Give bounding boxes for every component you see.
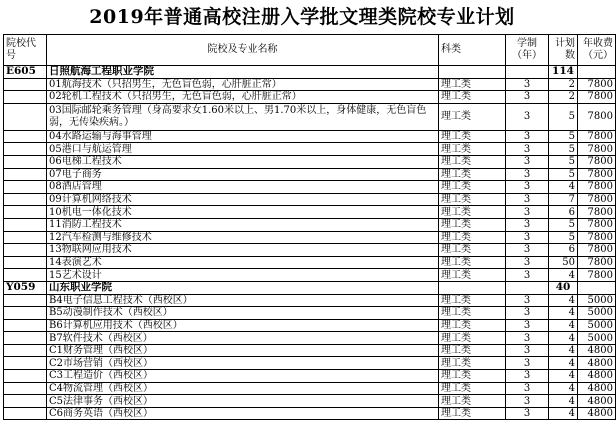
- major-years: 3: [506, 193, 549, 206]
- table-header-row: [4, 35, 616, 66]
- major-code: [4, 319, 47, 332]
- major-years: 3: [506, 130, 549, 143]
- major-subject: 理工类: [439, 294, 506, 307]
- major-plan: 7: [549, 193, 578, 206]
- major-years: 3: [506, 407, 549, 420]
- table-row: [4, 218, 616, 231]
- major-fee: 7800: [578, 244, 616, 257]
- major-years: 3: [506, 155, 549, 168]
- major-plan: 2: [549, 91, 578, 104]
- major-years: 3: [506, 231, 549, 244]
- major-name: C3工程造价（西校区）: [47, 370, 439, 383]
- major-years: 3: [506, 91, 549, 104]
- major-subject: 理工类: [439, 155, 506, 168]
- major-code: [4, 407, 47, 420]
- table-row: [4, 193, 616, 206]
- major-fee: 4800: [578, 344, 616, 357]
- major-subject: 理工类: [439, 130, 506, 143]
- major-fee: 4800: [578, 395, 616, 408]
- major-fee: 7800: [578, 218, 616, 231]
- major-code: [4, 168, 47, 181]
- major-plan: 50: [549, 256, 578, 269]
- table-row: [4, 143, 616, 156]
- major-subject: 理工类: [439, 370, 506, 383]
- major-subject: 理工类: [439, 344, 506, 357]
- major-code: [4, 218, 47, 231]
- major-subject: 理工类: [439, 382, 506, 395]
- major-plan: 5: [549, 168, 578, 181]
- major-fee: 7800: [578, 269, 616, 282]
- major-plan: 4: [549, 407, 578, 420]
- major-code: [4, 155, 47, 168]
- major-code: [4, 244, 47, 257]
- school-years: [506, 281, 549, 294]
- major-code: [4, 231, 47, 244]
- major-code: [4, 91, 47, 104]
- major-name: 08酒店管理: [47, 181, 439, 194]
- major-code: [4, 395, 47, 408]
- school-code: Y059: [4, 281, 47, 294]
- major-plan: 5: [549, 143, 578, 156]
- major-code: [4, 357, 47, 370]
- major-years: 3: [506, 370, 549, 383]
- table-row: [4, 307, 616, 320]
- page-title: 2019年普通高校注册入学批文理类院校专业计划: [89, 6, 515, 28]
- major-code: [4, 78, 47, 91]
- major-code: [4, 206, 47, 219]
- table-row: [4, 91, 616, 104]
- major-years: 3: [506, 103, 549, 130]
- table-row: [4, 294, 616, 307]
- major-plan: 4: [549, 382, 578, 395]
- major-name: B5动漫制作技术（西校区）: [47, 307, 439, 320]
- major-fee: 4800: [578, 357, 616, 370]
- major-plan: 5: [549, 231, 578, 244]
- major-name: 05港口与航运管理: [47, 143, 439, 156]
- header-fee: 年收费（元）: [578, 35, 616, 66]
- major-subject: 理工类: [439, 307, 506, 320]
- major-code: [4, 307, 47, 320]
- school-years: [506, 66, 549, 79]
- school-plan-total: 40: [549, 281, 578, 294]
- major-name: B7软件技术（西校区）: [47, 332, 439, 345]
- major-code: [4, 143, 47, 156]
- major-subject: 理工类: [439, 256, 506, 269]
- major-name: 07电子商务: [47, 168, 439, 181]
- school-name: 山东职业学院: [47, 281, 439, 294]
- major-subject: 理工类: [439, 193, 506, 206]
- major-name: 13物联网应用技术: [47, 244, 439, 257]
- major-name: C5法律事务（西校区）: [47, 395, 439, 408]
- major-fee: 7800: [578, 206, 616, 219]
- major-fee: 4800: [578, 407, 616, 420]
- major-subject: 理工类: [439, 181, 506, 194]
- major-fee: 4800: [578, 382, 616, 395]
- table-body: [4, 66, 616, 420]
- major-plan: 4: [549, 332, 578, 345]
- table-row: [4, 78, 616, 91]
- major-name: 06电梯工程技术: [47, 155, 439, 168]
- major-code: [4, 382, 47, 395]
- major-name: 11消防工程技术: [47, 218, 439, 231]
- major-plan: 4: [549, 307, 578, 320]
- header-years: 学制（年）: [506, 35, 549, 66]
- table-row: [4, 319, 616, 332]
- major-code: [4, 130, 47, 143]
- major-fee: 5000: [578, 294, 616, 307]
- major-plan: 4: [549, 395, 578, 408]
- major-subject: 理工类: [439, 143, 506, 156]
- major-code: [4, 269, 47, 282]
- school-plan-total: 114: [549, 66, 578, 79]
- major-plan: 5: [549, 218, 578, 231]
- major-years: 3: [506, 382, 549, 395]
- major-plan: 4: [549, 294, 578, 307]
- major-fee: 7800: [578, 231, 616, 244]
- major-name: 04水路运输与海事管理: [47, 130, 439, 143]
- major-plan: 4: [549, 181, 578, 194]
- major-name: 10机电一体化技术: [47, 206, 439, 219]
- major-years: 3: [506, 269, 549, 282]
- major-fee: 5000: [578, 332, 616, 345]
- major-subject: 理工类: [439, 395, 506, 408]
- table-row: [4, 155, 616, 168]
- major-code: [4, 193, 47, 206]
- major-subject: 理工类: [439, 357, 506, 370]
- major-years: 3: [506, 319, 549, 332]
- major-subject: 理工类: [439, 103, 506, 130]
- plan-table: [3, 34, 616, 420]
- header-code: 院校代号: [4, 35, 47, 66]
- major-years: 3: [506, 256, 549, 269]
- major-plan: 5: [549, 103, 578, 130]
- major-plan: 4: [549, 269, 578, 282]
- major-fee: 7800: [578, 256, 616, 269]
- major-fee: 7800: [578, 168, 616, 181]
- major-plan: 6: [549, 206, 578, 219]
- major-name: C4物流管理（西校区）: [47, 382, 439, 395]
- major-plan: 4: [549, 344, 578, 357]
- major-years: 3: [506, 357, 549, 370]
- major-name: 15艺术设计: [47, 269, 439, 282]
- major-name: 09计算机网络技术: [47, 193, 439, 206]
- table-row: [4, 231, 616, 244]
- table-row: [4, 395, 616, 408]
- major-code: [4, 294, 47, 307]
- school-fee: [578, 66, 616, 79]
- major-code: [4, 332, 47, 345]
- table-row: [4, 256, 616, 269]
- major-years: 3: [506, 244, 549, 257]
- major-subject: 理工类: [439, 244, 506, 257]
- table-row: [4, 103, 616, 130]
- major-years: 3: [506, 395, 549, 408]
- major-plan: 5: [549, 155, 578, 168]
- major-subject: 理工类: [439, 231, 506, 244]
- major-name: B4电子信息工程技术（西校区）: [47, 294, 439, 307]
- major-name: 03国际邮轮乘务管理（身高要求女1.60米以上、男1.70米以上，身体健康，无色盲色弱，无传染疾病。）: [47, 103, 439, 130]
- major-fee: 7800: [578, 181, 616, 194]
- major-years: 3: [506, 218, 549, 231]
- major-subject: 理工类: [439, 168, 506, 181]
- major-plan: 4: [549, 319, 578, 332]
- table-row: [4, 407, 616, 420]
- major-name: B6计算机应用技术（西校区）: [47, 319, 439, 332]
- major-fee: 7800: [578, 193, 616, 206]
- major-years: 3: [506, 181, 549, 194]
- major-subject: 理工类: [439, 319, 506, 332]
- table-row: [4, 206, 616, 219]
- major-fee: 7800: [578, 143, 616, 156]
- school-fee: [578, 281, 616, 294]
- major-name: 02轮机工程技术（只招男生，无色盲色弱，心肝脏正常）: [47, 91, 439, 104]
- table-row: [4, 181, 616, 194]
- school-subject: [439, 281, 506, 294]
- major-plan: 5: [549, 130, 578, 143]
- major-subject: 理工类: [439, 218, 506, 231]
- major-plan: 4: [549, 357, 578, 370]
- major-years: 3: [506, 344, 549, 357]
- major-years: 3: [506, 206, 549, 219]
- table-row: [4, 382, 616, 395]
- major-name: 14表演艺术: [47, 256, 439, 269]
- major-plan: 6: [549, 244, 578, 257]
- major-subject: 理工类: [439, 269, 506, 282]
- major-years: 3: [506, 332, 549, 345]
- major-name: C1财务管理（西校区）: [47, 344, 439, 357]
- major-fee: 4800: [578, 370, 616, 383]
- major-name: 01航海技术（只招男生，无色盲色弱，心肝脏正常）: [47, 78, 439, 91]
- major-fee: 7800: [578, 91, 616, 104]
- major-subject: 理工类: [439, 206, 506, 219]
- table-row: [4, 269, 616, 282]
- table-row: [4, 357, 616, 370]
- major-years: 3: [506, 307, 549, 320]
- major-subject: 理工类: [439, 332, 506, 345]
- major-subject: 理工类: [439, 407, 506, 420]
- major-fee: 7800: [578, 78, 616, 91]
- header-subject: 科类: [439, 35, 506, 66]
- major-fee: 7800: [578, 155, 616, 168]
- school-name: 日照航海工程职业学院: [47, 66, 439, 79]
- table-row: [4, 332, 616, 345]
- major-subject: 理工类: [439, 91, 506, 104]
- header-name: 院校及专业名称: [47, 35, 439, 66]
- major-fee: 7800: [578, 130, 616, 143]
- major-name: C2市场营销（西校区）: [47, 357, 439, 370]
- major-fee: 5000: [578, 319, 616, 332]
- school-row: [4, 281, 616, 294]
- major-name: C6商务英语（西校区）: [47, 407, 439, 420]
- major-name: 12汽车检测与维修技术: [47, 231, 439, 244]
- school-code: E605: [4, 66, 47, 79]
- major-plan: 2: [549, 78, 578, 91]
- table-row: [4, 168, 616, 181]
- major-years: 3: [506, 294, 549, 307]
- major-code: [4, 103, 47, 130]
- major-code: [4, 181, 47, 194]
- major-years: 3: [506, 78, 549, 91]
- major-subject: 理工类: [439, 78, 506, 91]
- header-plan: 计划数: [549, 35, 578, 66]
- major-code: [4, 256, 47, 269]
- major-fee: 7800: [578, 103, 616, 130]
- table-row: [4, 244, 616, 257]
- school-subject: [439, 66, 506, 79]
- major-code: [4, 370, 47, 383]
- major-plan: 4: [549, 370, 578, 383]
- major-years: 3: [506, 168, 549, 181]
- school-row: [4, 66, 616, 79]
- table-row: [4, 344, 616, 357]
- table-row: [4, 130, 616, 143]
- major-years: 3: [506, 143, 549, 156]
- major-code: [4, 344, 47, 357]
- table-row: [4, 370, 616, 383]
- major-fee: 5000: [578, 307, 616, 320]
